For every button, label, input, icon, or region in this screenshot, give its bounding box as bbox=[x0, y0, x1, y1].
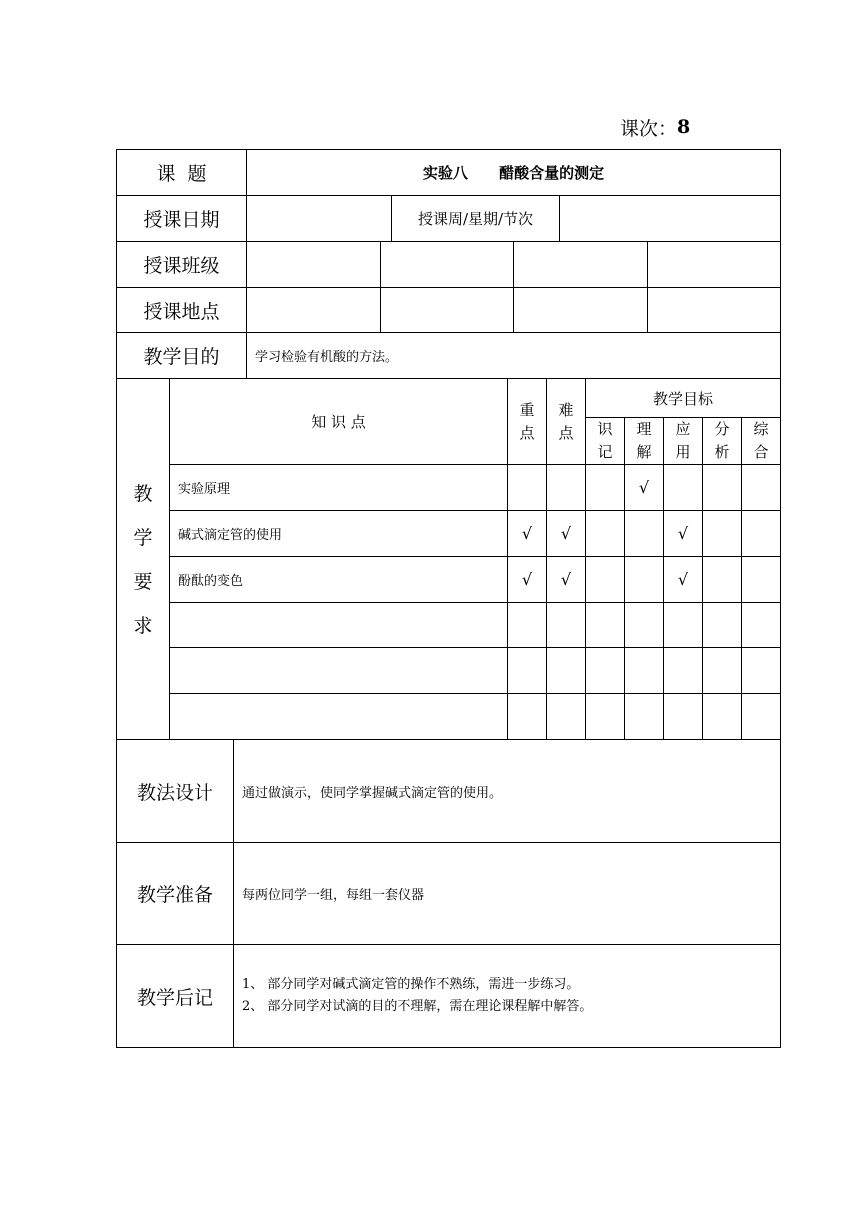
reflection-item: 1、 部分同学对碱式滴定管的操作不熟练，需进一步练习。 bbox=[242, 977, 580, 992]
side-char: 求 bbox=[133, 615, 153, 637]
goal-col-analyze: 分 析 bbox=[714, 420, 730, 461]
reflection-item: 2、 部分同学对试滴的目的不理解，需在理论课程解中解答。 bbox=[242, 999, 593, 1014]
key-check bbox=[508, 465, 546, 510]
goal-check: √ bbox=[677, 570, 689, 589]
knowledge-header: 知 识 点 bbox=[311, 413, 366, 431]
difficulty-header: 难 点 bbox=[558, 400, 574, 442]
goal-check: √ bbox=[638, 478, 650, 497]
goal-check bbox=[742, 465, 780, 510]
purpose-value: 学习检验有机酸的方法。 bbox=[255, 350, 399, 365]
lesson-label: 课次： bbox=[620, 117, 678, 140]
lesson-number: 8 bbox=[677, 116, 691, 138]
knowledge-point: 实验原理 bbox=[178, 482, 231, 497]
goal-check bbox=[703, 465, 741, 510]
reflection-label: 教学后记 bbox=[136, 986, 213, 1009]
goal-col-apply: 应 用 bbox=[675, 420, 691, 461]
goal-check bbox=[703, 557, 741, 602]
goal-col-memorize: 识 记 bbox=[597, 420, 613, 461]
goal-col-synthesize: 综 合 bbox=[753, 420, 769, 461]
goal-check bbox=[742, 511, 780, 556]
key-check: √ bbox=[521, 524, 533, 543]
goal-check bbox=[703, 511, 741, 556]
goals-header: 教学目标 bbox=[652, 389, 713, 408]
table-border-right bbox=[780, 149, 781, 1048]
preparation-value: 每两位同学一组，每组一套仪器 bbox=[242, 888, 425, 903]
side-char: 教 bbox=[133, 483, 153, 505]
topic-label: 课 题 bbox=[156, 163, 207, 185]
row-divider bbox=[169, 602, 781, 603]
difficulty-check bbox=[547, 465, 585, 510]
purpose-label: 教学目的 bbox=[143, 346, 220, 368]
knowledge-point: 碱式滴定管的使用 bbox=[178, 528, 283, 543]
col-divider bbox=[559, 195, 560, 242]
goal-check bbox=[586, 557, 624, 602]
col-divider bbox=[647, 241, 648, 333]
date-label: 授课日期 bbox=[143, 209, 220, 231]
row-divider bbox=[169, 647, 781, 648]
reflection-list bbox=[234, 945, 780, 1047]
preparation-label: 教学准备 bbox=[136, 884, 213, 906]
goal-check bbox=[586, 511, 624, 556]
goal-check bbox=[586, 465, 624, 510]
goal-check bbox=[625, 511, 663, 556]
goal-col-understand: 理 解 bbox=[636, 420, 652, 461]
col-divider bbox=[513, 241, 514, 333]
schedule-label: 授课周/星期/节次 bbox=[417, 210, 534, 228]
method-label: 教法设计 bbox=[136, 781, 213, 804]
table-border-bottom bbox=[116, 1047, 781, 1048]
topic-value: 实验八 醋酸含量的测定 bbox=[422, 164, 605, 182]
goal-check bbox=[742, 557, 780, 602]
class-label: 授课班级 bbox=[143, 255, 220, 277]
lesson-number-header bbox=[620, 112, 690, 142]
key-point-header: 重 点 bbox=[519, 400, 535, 442]
row-divider bbox=[169, 693, 781, 694]
goal-check bbox=[625, 557, 663, 602]
goal-check: √ bbox=[677, 524, 689, 543]
goal-check bbox=[664, 465, 702, 510]
requirements-side-label bbox=[117, 470, 169, 650]
side-char: 学 bbox=[133, 527, 153, 549]
knowledge-point: 酚酞的变色 bbox=[178, 574, 244, 589]
location-label: 授课地点 bbox=[143, 300, 220, 323]
col-divider bbox=[380, 241, 381, 333]
side-char: 要 bbox=[133, 571, 153, 593]
difficulty-check: √ bbox=[560, 570, 572, 589]
key-check: √ bbox=[521, 570, 533, 589]
difficulty-check: √ bbox=[560, 524, 572, 543]
method-value: 通过做演示，使同学掌握碱式滴定管的使用。 bbox=[242, 785, 503, 801]
